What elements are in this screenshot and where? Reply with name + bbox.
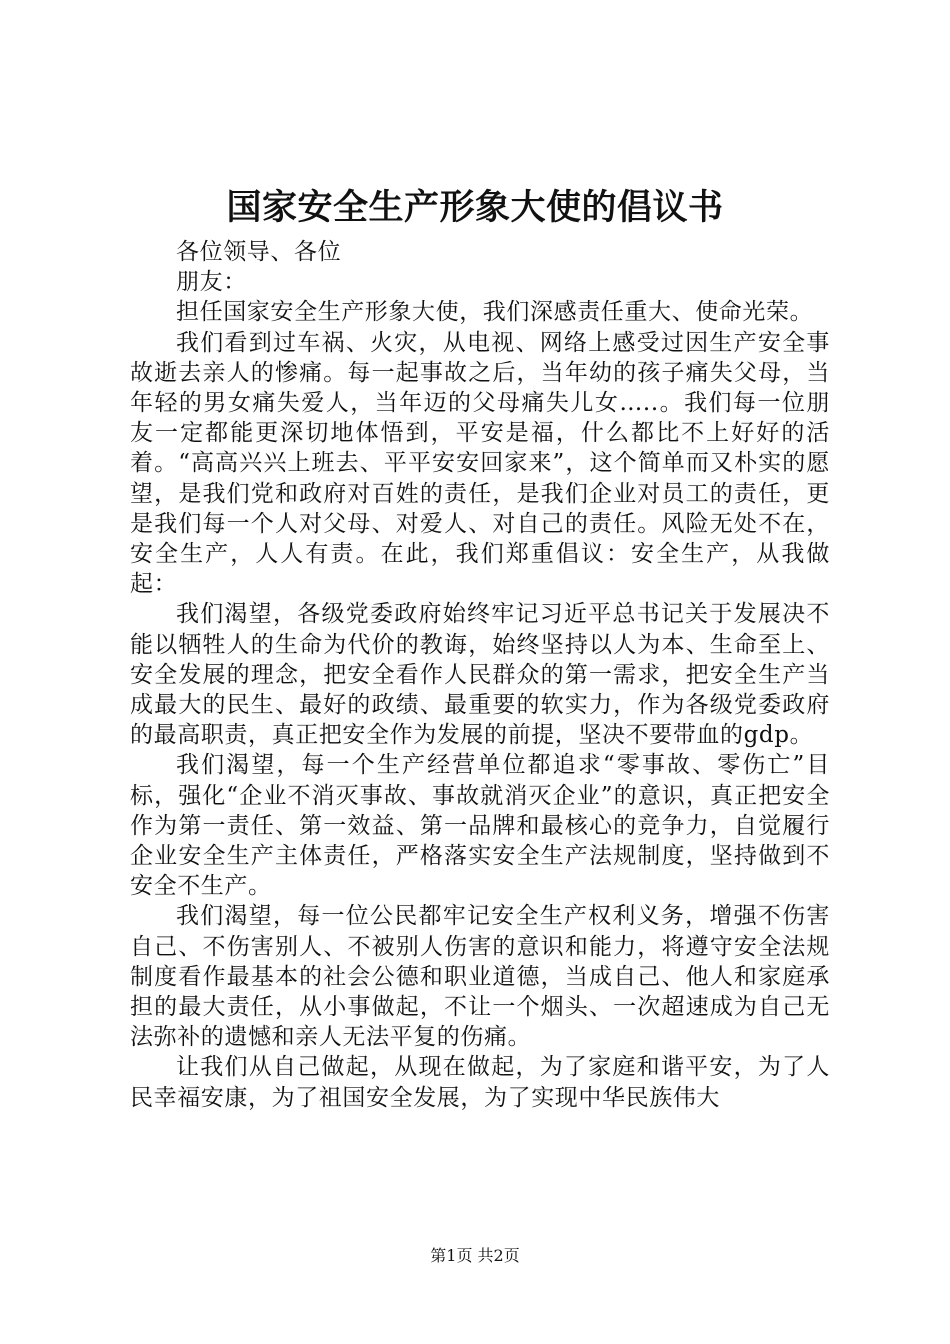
- page-indicator: 第1页 共2页: [430, 1246, 520, 1265]
- paragraph-3: 我们渴望，各级党委政府始终牢记习近平总书记关于发展决不能以牺牲人的生命为代价的教诲，始终坚持以人为本、生命至上、安全发展的理念，把安全看作人民群众的第一需求，把安全生产当成最大的民生、最好的政绩、最重要的软实力，作为各级党委政府的最高职责，真正把安全作为发展的前提，坚决不要带血的gdp。: [130, 601, 830, 749]
- paragraph-1: 担任国家安全生产形象大使，我们深感责任重大、使命光荣。: [176, 299, 814, 326]
- paragraph-6: 让我们从自己做起，从现在做起，为了家庭和谐平安，为了人民幸福安康，为了祖国安全发展，为了实现中华民族伟大: [130, 1054, 830, 1111]
- document-body: [130, 237, 830, 1113]
- paragraph-4: 我们渴望，每一个生产经营单位都追求“零事故、零伤亡”目标，强化“企业不消灭事故、事故就消灭企业”的意识，真正把安全作为第一责任、第一效益、第一品牌和最核心的竞争力，自觉履行企业安全生产主体责任，严格落实安全生产法规制度，坚持做到不安全不生产。: [130, 752, 830, 900]
- salutation-line-2: 朋友：: [176, 269, 247, 296]
- paragraph-5: 我们渴望，每一位公民都牢记安全生产权利义务，增强不伤害自己、不伤害别人、不被别人伤害的意识和能力，将遵守安全法规制度看作最基本的社会公德和职业道德，当成自己、他人和家庭承担的最大责任，从小事做起，不让一个烟头、一次超速成为自己无法弥补的遗憾和亲人无法平复的伤痛。: [130, 903, 830, 1051]
- paragraph-2: 我们看到过车祸、火灾，从电视、网络上感受过因生产安全事故逝去亲人的惨痛。每一起事故之后，当年幼的孩子痛失父母，当年轻的男女痛失爱人，当年迈的父母痛失儿女…..。我们每一位朋友一定都能更深切地体悟到，平安是福，什么都比不上好好的活着。“高高兴兴上班去、平平安安回家来”，这个简单而又朴实的愿望，是我们党和政府对百姓的责任，是我们企业对员工的责任，更是我们每一个人对父母、对爱人、对自己的责任。风险无处不在，安全生产，人人有责。在此，我们郑重倡议：安全生产，从我做起：: [130, 329, 830, 598]
- salutation-line-1: 各位领导、各位: [176, 239, 342, 265]
- document-title: 国家安全生产形象大使的倡议书: [226, 187, 724, 228]
